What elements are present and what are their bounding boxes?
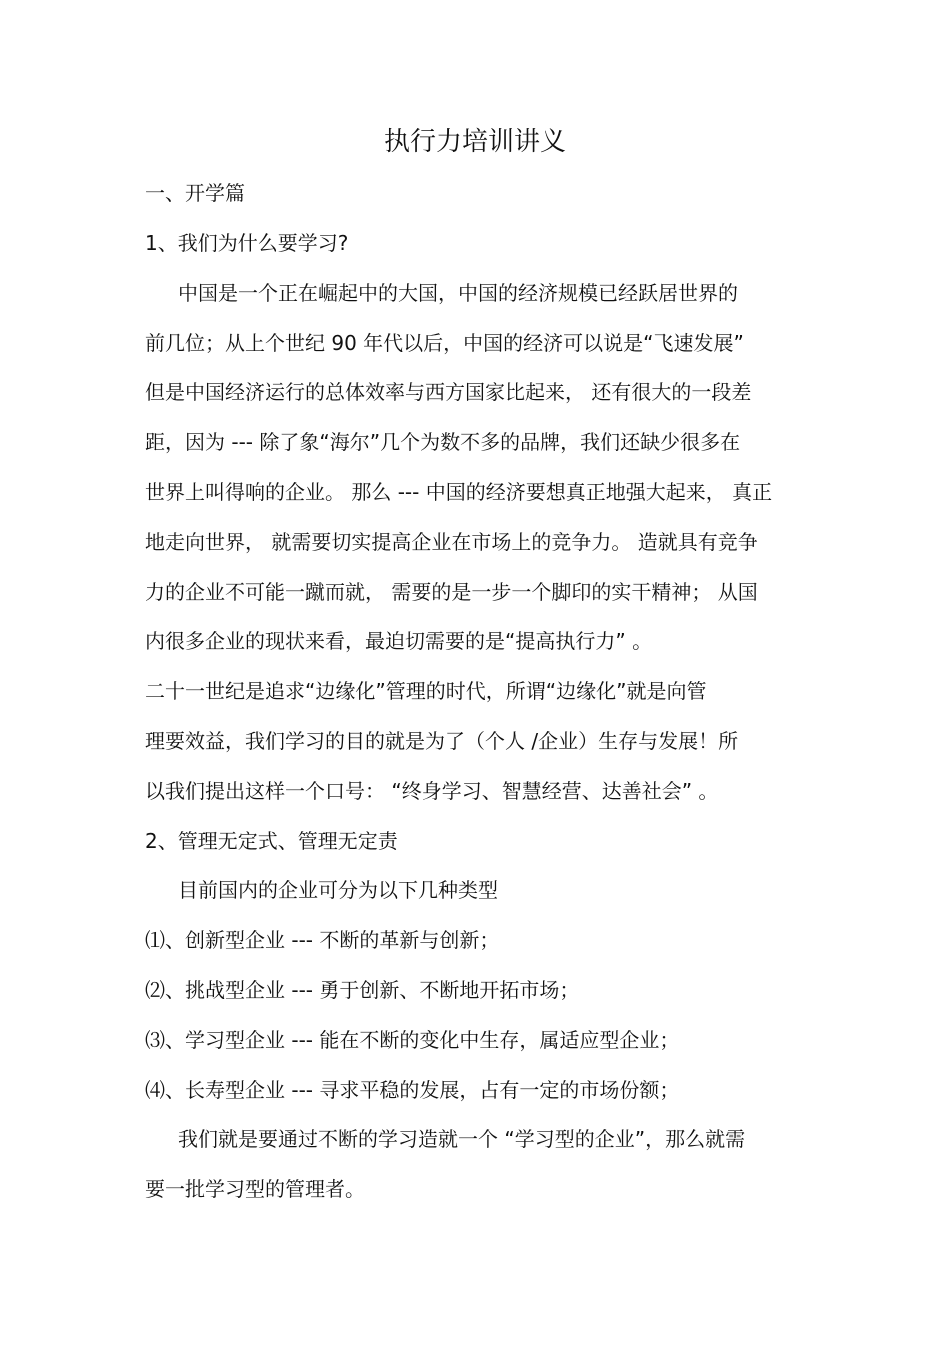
paragraph-1-line-7: 力的企业不可能一蹴而就， 需要的是一步一个脚印的实干精神； 从国 xyxy=(145,580,758,604)
type-item-2: ⑵、挑战型企业 --- 勇于创新、不断地开拓市场； xyxy=(145,978,580,1002)
type-item-3: ⑶、学习型企业 --- 能在不断的变化中生存，属适应型企业； xyxy=(145,1028,680,1052)
type-item-4: ⑷、长寿型企业 --- 寻求平稳的发展，占有一定的市场份额； xyxy=(145,1078,680,1102)
question-heading-1: 1、我们为什么要学习? xyxy=(145,231,349,255)
paragraph-1-line-1: 中国是一个正在崛起中的大国，中国的经济规模已经跃居世界的 xyxy=(178,281,738,305)
paragraph-2-line-2: 理要效益，我们学习的目的就是为了（个人 /企业）生存与发展！所 xyxy=(145,729,739,753)
section-heading: 一、开学篇 xyxy=(145,181,245,205)
types-intro: 目前国内的企业可分为以下几种类型 xyxy=(178,878,498,902)
paragraph-1-line-5: 世界上叫得响的企业。 那么 --- 中国的经济要想真正地强大起来， 真正 xyxy=(145,480,773,504)
paragraph-1-line-3: 但是中国经济运行的总体效率与西方国家比起来， 还有很大的一段差 xyxy=(145,380,752,404)
paragraph-1-line-2: 前几位；从上个世纪 90 年代以后，中国的经济可以说是“飞速发展” xyxy=(145,331,744,355)
paragraph-1-line-8: 内很多企业的现状来看，最迫切需要的是“提高执行力” 。 xyxy=(145,629,653,653)
paragraph-1-line-4: 距，因为 --- 除了象“海尔”几个为数不多的品牌，我们还缺少很多在 xyxy=(145,430,741,454)
paragraph-1-line-6: 地走向世界， 就需要切实提高企业在市场上的竞争力。 造就具有竞争 xyxy=(145,530,758,554)
conclusion-line-1: 我们就是要通过不断的学习造就一个 “学习型的企业”，那么就需 xyxy=(178,1127,746,1151)
conclusion-line-2: 要一批学习型的管理者。 xyxy=(145,1177,365,1201)
type-item-1: ⑴、创新型企业 --- 不断的革新与创新； xyxy=(145,928,500,952)
question-heading-2: 2、管理无定式、管理无定责 xyxy=(145,829,398,853)
paragraph-2-line-1: 二十一世纪是追求“边缘化”管理的时代，所谓“边缘化”就是向管 xyxy=(145,679,707,703)
document-title: 执行力培训讲义 xyxy=(383,127,566,157)
paragraph-2-line-3: 以我们提出这样一个口号： “终身学习、智慧经营、达善社会” 。 xyxy=(145,779,719,803)
